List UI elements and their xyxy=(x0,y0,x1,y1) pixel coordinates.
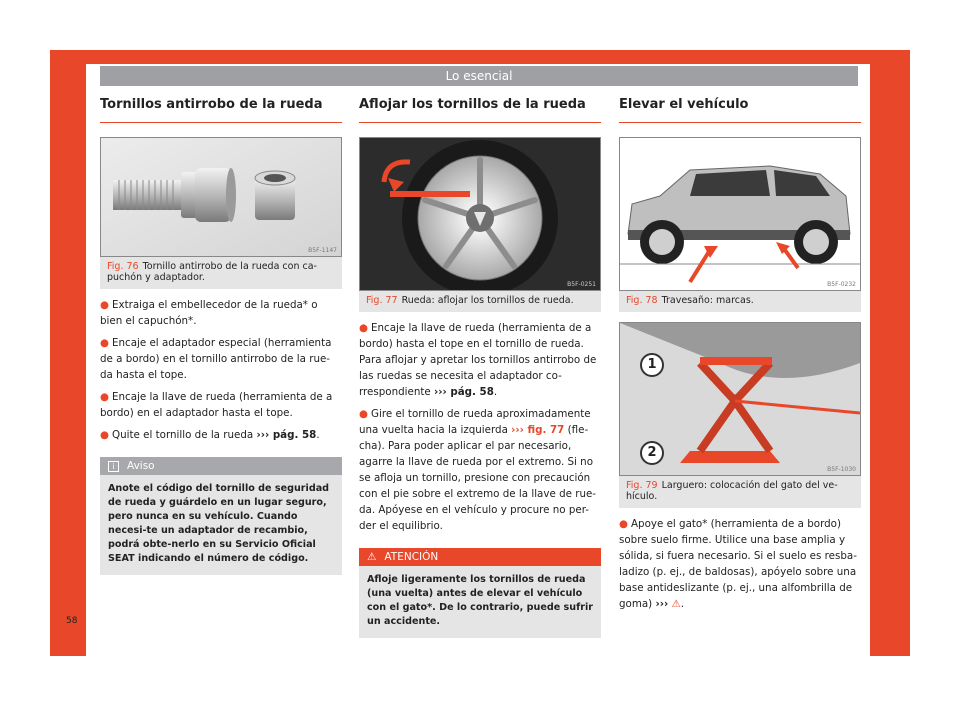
warning-icon: ⚠ xyxy=(671,598,681,610)
bullet-icon: ● xyxy=(359,322,368,334)
caption-text: Travesaño: marcas. xyxy=(661,295,754,306)
step-text: Apoye el gato* (herramienta de a bordo) sobre suelo firme. Utilice una base amplia y sólida, si fuera necesario. Si el suelo es resba-ladizo (p. ej., de baldosas), apóyelo sobre una base antideslizante (p. ej., una alfombrilla de goma) xyxy=(619,518,857,610)
figure-77 xyxy=(359,137,601,291)
section-title: Tornillos antirrobo de la rueda xyxy=(100,96,342,123)
column-raise-vehicle xyxy=(619,96,861,612)
step-item: ● Encaje la llave de rueda (herramienta de a bordo) hasta el tope en el tornillo de rueda. Para aflojar y apretar los tornillos antirrobo de las ruedas se necesita el adaptador co-rrespondiente ››› pág. 58. xyxy=(359,322,597,398)
figure-number: Fig. 78 xyxy=(626,295,658,306)
step-text: (fle-cha). Para poder aplicar el par necesario, agarre la llave de rueda por el extremo. Si no se afloja un tornillo, presione con precaución con el pie sobre el extremo de la llave de rue-da. Apóyese en el vehículo y procure no per-der el equilibrio. xyxy=(359,424,597,532)
figure-code: B5F-0251 xyxy=(567,281,596,288)
figure-code: B5F-0232 xyxy=(827,281,856,288)
figure-number: Fig. 76 xyxy=(107,261,139,272)
figure-78 xyxy=(619,137,861,291)
step-text: Encaje el adaptador especial (herramienta de a bordo) en el tornillo antirrobo de la rue-da hasta el tope. xyxy=(100,337,332,381)
note-box xyxy=(100,457,342,575)
figure-number: Fig. 77 xyxy=(366,295,398,306)
bullet-icon: ● xyxy=(619,518,628,530)
column-loosen-bolts xyxy=(359,96,601,638)
step-item: ● Apoye el gato* (herramienta de a bordo) sobre suelo firme. Utilice una base amplia y sólida, si fuera necesario. Si el suelo es resba-ladizo (p. ej., de baldosas), apóyelo sobre una base antideslizante (p. ej., una alfombrilla de goma) ››› ⚠. xyxy=(619,518,857,610)
page-number: 58 xyxy=(66,616,78,626)
bullet-icon: ● xyxy=(359,408,368,420)
figure-code: B5F-1030 xyxy=(827,466,856,473)
caption-text: Rueda: aflojar los tornillos de rueda. xyxy=(401,295,574,306)
step-item xyxy=(359,406,601,534)
warning-reference-link[interactable]: ››› xyxy=(655,598,669,610)
step-item xyxy=(100,335,342,383)
vehicle-side-illustration xyxy=(620,138,860,290)
warning-icon: ⚠ xyxy=(367,551,377,563)
page-reference-link[interactable]: ››› pág. 58 xyxy=(434,386,494,398)
section-title: Aflojar los tornillos de la rueda xyxy=(359,96,601,123)
column-anti-theft-bolts xyxy=(100,96,342,575)
figure-79 xyxy=(619,322,861,476)
note-header xyxy=(100,457,342,475)
step-text: Extraiga el embellecedor de la rueda* o bien el capuchón*. xyxy=(100,299,318,327)
step-item xyxy=(100,297,342,329)
figure-reference-link[interactable]: ››› fig. 77 xyxy=(511,424,565,436)
figure-code: B5F-1147 xyxy=(308,247,337,254)
figure-caption xyxy=(619,476,861,508)
step-text: Encaje la llave de rueda (herramienta de a bordo) hasta el tope en el tornillo de rueda. Para aflojar y apretar los tornillos antirrobo de las ruedas se necesita el adaptador co-rrespondiente xyxy=(359,322,597,398)
note-body: Anote el código del tornillo de seguridad de rueda y guárdelo en un lugar seguro, pero nunca en su vehículo. Cuando necesi-te un adaptador de recambio, podrá obte-nerlo en su Servicio Oficial SEAT indicando el número de código. xyxy=(108,483,330,564)
anti-theft-bolt-illustration xyxy=(101,138,341,256)
step-item: ● Quite el tornillo de la rueda ››› pág. 58. xyxy=(100,429,320,441)
bullet-icon: ● xyxy=(100,299,109,311)
bullet-icon: ● xyxy=(100,429,109,441)
figure-caption xyxy=(100,257,342,289)
caption-text: Larguero: colocación del gato del ve-hículo. xyxy=(626,480,838,502)
step-item xyxy=(100,389,342,421)
wheel-illustration xyxy=(360,138,600,290)
warning-body: Afloje ligeramente los tornillos de rueda (una vuelta) antes de elevar el vehículo con el gato*. De lo contrario, puede sufrir un accidente. xyxy=(367,574,594,627)
step-text: Encaje la llave de rueda (herramienta de a bordo) en el adaptador hasta el tope. xyxy=(100,391,333,419)
warning-header xyxy=(359,548,601,566)
figure-number: Fig. 79 xyxy=(626,480,658,491)
step-text: Gire el tornillo de rueda aproximadamente una vuelta hacia la izquierda xyxy=(359,408,591,436)
step-text: Quite el tornillo de la rueda xyxy=(112,429,254,441)
caption-text: Tornillo antirrobo de la rueda con ca-puchón y adaptador. xyxy=(107,261,317,283)
figure-caption xyxy=(619,291,861,312)
bullet-icon: ● xyxy=(100,337,109,349)
info-icon: i xyxy=(108,461,119,472)
note-title: Aviso xyxy=(127,460,155,472)
page-reference-link[interactable]: ››› pág. 58 xyxy=(256,429,317,441)
section-title: Elevar el vehículo xyxy=(619,96,861,123)
bullet-icon: ● xyxy=(100,391,109,403)
warning-title: ATENCIÓN xyxy=(384,551,439,563)
section-header: Lo esencial xyxy=(100,66,858,86)
callout-2: 2 xyxy=(640,441,664,465)
warning-box xyxy=(359,548,601,638)
figure-caption xyxy=(359,291,601,312)
figure-76 xyxy=(100,137,342,257)
callout-1: 1 xyxy=(640,353,664,377)
